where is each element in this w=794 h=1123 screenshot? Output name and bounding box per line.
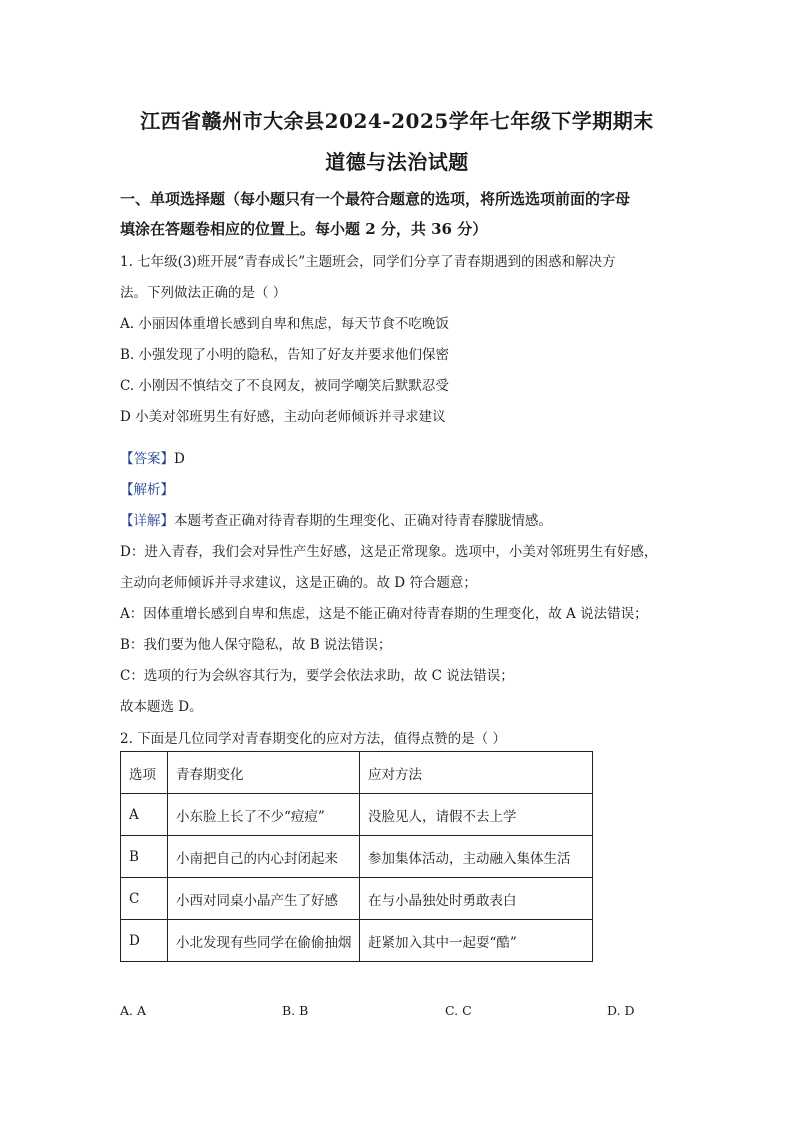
detail-text: 本题考查正确对待青春期的生理变化、正确对待青春朦胧情感。 xyxy=(174,513,552,529)
explanation-line: B：我们要为他人保守隐私，故 B 说法错误； xyxy=(120,637,392,653)
answer-label: 【答案】 xyxy=(120,451,174,467)
question-2-choice-b: B. B xyxy=(282,1003,309,1018)
table-cell: 小南把自己的内心封闭起来 xyxy=(168,836,360,878)
explanation-line: C：选项的行为会纵容其行为，要学会依法求助，故 C 说法错误； xyxy=(120,668,514,684)
table-cell: B xyxy=(121,836,168,878)
section-heading: 一、单项选择题（每小题只有一个最符合题意的选项，将所选选项前面的字母 xyxy=(120,190,631,208)
question-2-choice-a: A. A xyxy=(120,1003,147,1018)
section-heading-cont: 填涂在答题卷相应的位置上。每小题 2 分，共 36 分） xyxy=(120,220,488,238)
explanation-line: 主动向老师倾诉并寻求建议，这是正确的。故 D 符合题意； xyxy=(120,575,477,591)
exam-subtitle: 道德与法治试题 xyxy=(325,150,469,174)
answer-value: D xyxy=(174,451,185,467)
explanation-line: A：因体重增长感到自卑和焦虑，这是不能正确对待青春期的生理变化，故 A 说法错误； xyxy=(120,606,648,622)
question-2-table xyxy=(120,751,593,962)
question-2-stem: 2. 下面是几位同学对青春期变化的应对方法，值得点赞的是（ ） xyxy=(120,731,506,747)
table-cell: 参加集体活动，主动融入集体生活 xyxy=(360,836,593,878)
question-1-option-b: B. 小强发现了小明的隐私，告知了好友并要求他们保密 xyxy=(120,347,450,363)
table-row xyxy=(121,878,593,920)
analysis-label: 【解析】 xyxy=(120,482,174,498)
explanation-line: D：进入青春，我们会对异性产生好感，这是正常现象。选项中，小美对邻班男生有好感， xyxy=(120,544,658,560)
table-cell: 小西对同桌小晶产生了好感 xyxy=(168,878,360,920)
table-row xyxy=(121,920,593,962)
question-1-stem-cont: 法。下列做法正确的是（ ） xyxy=(120,285,287,301)
table-cell: 在与小晶独处时勇敢表白 xyxy=(360,878,593,920)
explanation-line: 故本题选 D。 xyxy=(120,699,203,715)
table-cell: 小北发现有些同学在偷偷抽烟 xyxy=(168,920,360,962)
answer-line xyxy=(120,447,185,467)
table-header: 青春期变化 xyxy=(168,752,360,794)
question-1-option-a: A. 小丽因体重增长感到自卑和焦虑，每天节食不吃晚饭 xyxy=(120,316,449,332)
table-header: 选项 xyxy=(121,752,168,794)
table-cell: 小东脸上长了不少“痘痘” xyxy=(168,794,360,836)
question-2-choice-d: D. D xyxy=(607,1003,635,1018)
table-row xyxy=(121,794,593,836)
detail-label: 【详解】 xyxy=(120,513,174,529)
table-row xyxy=(121,836,593,878)
exam-title: 江西省赣州市大余县2024-2025学年七年级下学期期末 xyxy=(140,109,654,133)
question-1-option-d: D 小美对邻班男生有好感，主动向老师倾诉并寻求建议 xyxy=(120,409,446,425)
table-cell: C xyxy=(121,878,168,920)
table-cell: A xyxy=(121,794,168,836)
table-cell: D xyxy=(121,920,168,962)
table-header-row xyxy=(121,752,593,794)
table-header: 应对方法 xyxy=(360,752,593,794)
question-1-stem: 1. 七年级(3)班开展“青春成长”主题班会，同学们分享了青春期遇到的困惑和解决方 xyxy=(120,254,616,270)
question-1-option-c: C. 小刚因不慎结交了不良网友，被同学嘲笑后默默忍受 xyxy=(120,378,449,394)
detail-line xyxy=(120,509,552,529)
table-cell: 没脸见人，请假不去上学 xyxy=(360,794,593,836)
table-cell: 赶紧加入其中一起耍“酷” xyxy=(360,920,593,962)
question-2-choice-c: C. C xyxy=(445,1003,472,1018)
